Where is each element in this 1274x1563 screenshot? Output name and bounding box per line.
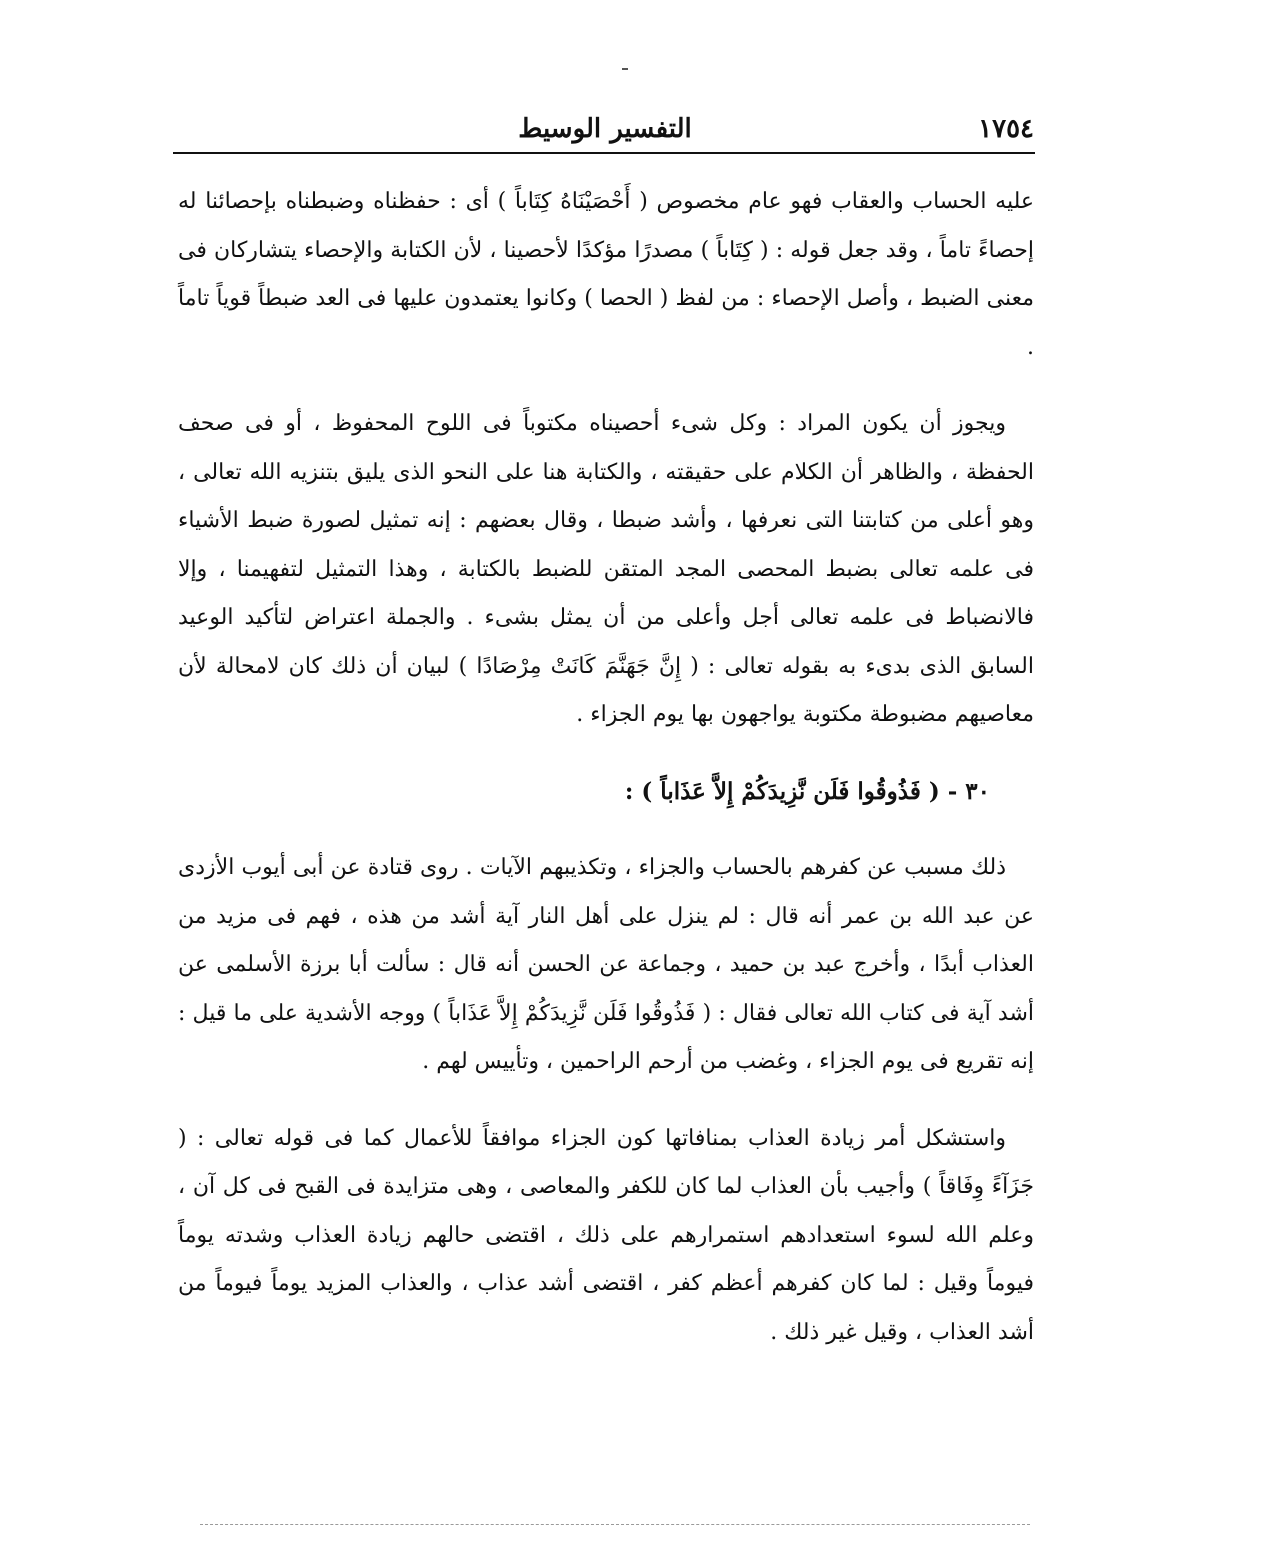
paragraph-2: ويجوز أن يكون المراد : وكل شىء أحصيناه مكتوباً فى اللوح المحفوظ ، أو فى صحف الحفظة ، والظاهر أن الكلام على حقيقته ، والكتابة هنا على النحو الذى يليق بتنزيه الله تعالى ، وهو أعلى من كتابتنا التى نعرفها ، وأشد ضبطا ، وقال بعضهم : إنه تمثيل لصورة ضبط الأشياء فى علمه تعالى بضبط المحصى المجد المتقن للضبط بالكتابة ، وهذا التمثيل لتفهيمنا ، وإلا فالانضباط فى علمه تعالى أجل وأعلى من أن يمثل بشىء . والجملة اعتراض لتأكيد الوعيد السابق الذى بدىء به بقوله تعالى : ( إِنَّ جَهَنَّمَ كَانَتْ مِرْصَادًا ) لبيان أن ذلك كان لامحالة لأن معاصيهم مضبوطة مكتوبة يواجهون بها يوم الجزاء . <box>178 411 1034 727</box>
paragraph-gap <box>178 816 1034 844</box>
scan-mark <box>622 68 628 70</box>
paragraph-gap <box>178 740 1034 768</box>
running-title: التفسير الوسيط <box>518 114 692 144</box>
paragraph-3: ذلك مسبب عن كفرهم بالحساب والجزاء ، وتكذيبهم الآيات . روى قتادة عن أبى أيوب الأزدى عن عبد الله بن عمر أنه قال : لم ينزل على أهل النار آية أشد من هذه ، فهم فى مزيد من العذاب أبدًا ، وأخرج عبد بن حميد ، وجماعة عن الحسن أنه قال : سألت أبا برزة الأسلمى عن أشد آية فى كتاب الله تعالى فقال : ( فَذُوقُوا فَلَن نَّزِيدَكُمْ إِلاَّ عَذَاباً ) ووجه الأشدية على ما قيل : إنه تقريع فى يوم الجزاء ، وغضب من أرحم الراحمين ، وتأييس لهم . <box>178 855 1034 1074</box>
footer-divider <box>200 1524 1030 1526</box>
header-divider <box>173 152 1035 154</box>
paragraph-1: عليه الحساب والعقاب فهو عام مخصوص ( أَحْصَيْنَاهُ كِتَاباً ) أى : حفظناه وضبطناه بإحصائنا له إحصاءً تاماً ، وقد جعل قوله : ( كِتَاباً ) مصدرًا مؤكدًا لأحصينا ، لأن الكتابة والإحصاء يتشاركان فى معنى الضبط ، وأصل الإحصاء : من لفظ ( الحصا ) وكانوا يعتمدون عليها فى العد ضبطاً قوياً تاماً . <box>178 189 1034 360</box>
paragraph-gap <box>178 1087 1034 1115</box>
verse-heading: ٣٠ - ( فَذُوقُوا فَلَن نَّزِيدَكُمْ إِلاَّ عَذَاباً ) : <box>624 777 990 805</box>
page-header <box>176 112 1034 152</box>
paragraph-gap <box>178 372 1034 400</box>
page-body <box>178 178 1034 1357</box>
page-number: ١٧٥٤ <box>978 114 1034 144</box>
paragraph-4: واستشكل أمر زيادة العذاب بمنافاتها كون الجزاء موافقاً للأعمال كما فى قوله تعالى : ( جَزَآءً وِفَاقاً ) وأجيب بأن العذاب لما كان للكفر والمعاصى ، وهى متزايدة فى القبح فى كل آن ، وعلم الله لسوء استعدادهم استمرارهم على ذلك ، اقتضى حالهم زيادة العذاب وشدته يوماً فيوماً وقيل : لما كان كفرهم أعظم كفر ، اقتضى أشد عذاب ، والعذاب المزيد يوماً فيوماً من أشد العذاب ، وقيل غير ذلك . <box>178 1125 1034 1345</box>
